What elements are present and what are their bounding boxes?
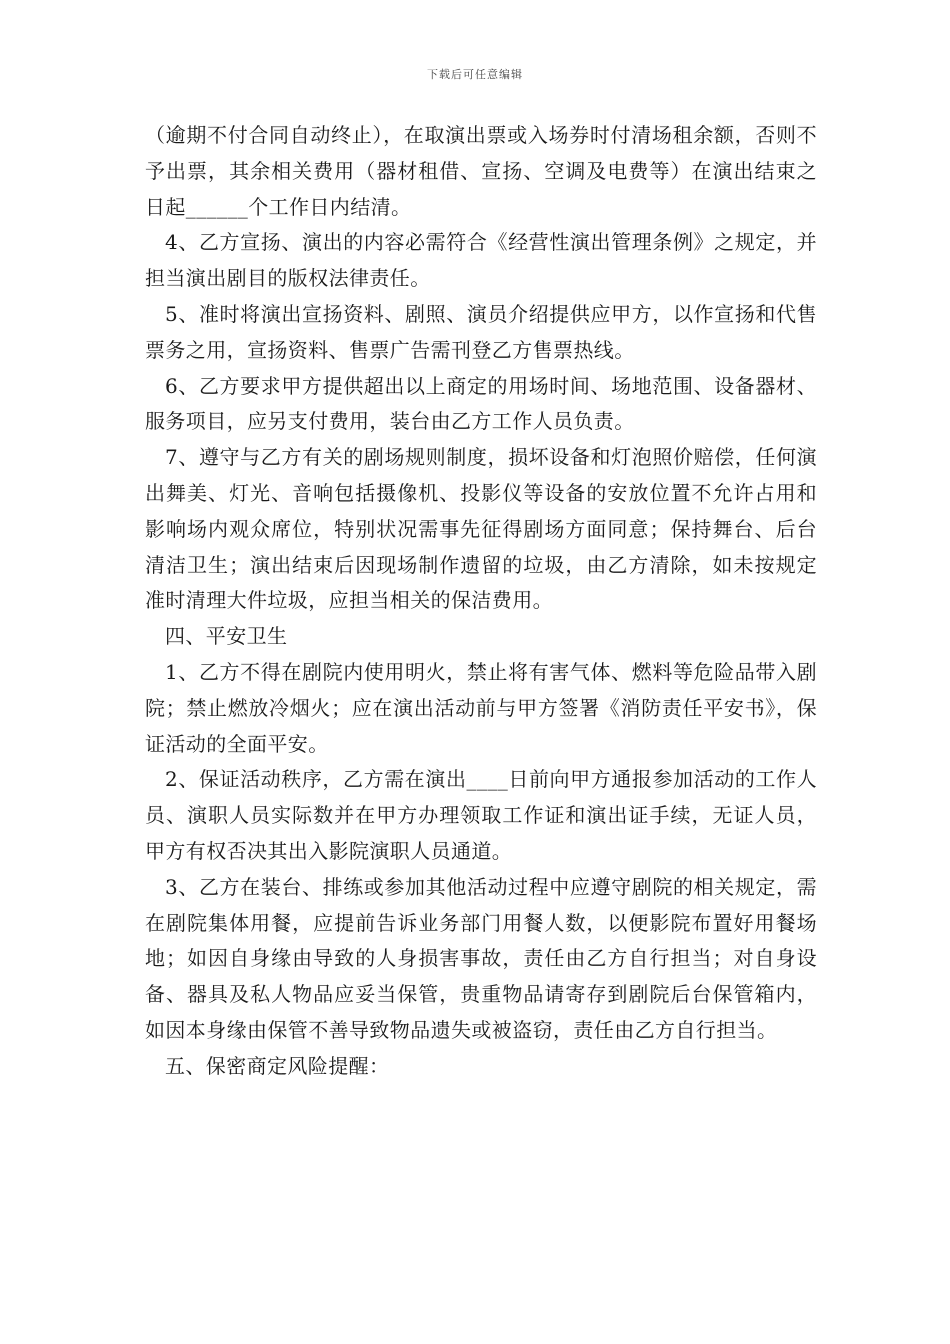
paragraph-safety-3: 3、乙方在装台、排练或参加其他活动过程中应遵守剧院的相关规定，需在剧院集体用餐，应提前告诉业务部门用餐人数，以便影院布置好用餐场地；如因自身缘由导致的人身损害事故，责任由乙方自行担当；对自身设备、器具及私人物品应妥当保管，贵重物品请寄存到剧院后台保管箱内，如因本身缘由保管不善导致物品遗失或被盗窃，责任由乙方自行担当。: [145, 874, 817, 1042]
section-heading-safety: 四、平安卫生: [165, 624, 288, 649]
page-header: 下载后可任意编辑: [427, 68, 523, 81]
paragraph-clause-4: 4、乙方宣扬、演出的内容必需符合《经营性演出管理条例》之规定，并担当演出剧目的版权法律责任。: [145, 230, 817, 291]
paragraph-clause-5: 5、准时将演出宣扬资料、剧照、演员介绍提供应甲方，以作宣扬和代售票务之用，宣扬资料、售票广告需刊登乙方售票热线。: [145, 301, 817, 362]
document-body: [145, 118, 817, 1085]
paragraph-payment-terms: （逾期不付合同自动终止），在取演出票或入场券时付清场租余额，否则不予出票，其余相关费用（器材租借、宣扬、空调及电费等）在演出结束之日起______个工作日内结清。: [145, 123, 817, 219]
paragraph-safety-2: 2、保证活动秩序，乙方需在演出____日前向甲方通报参加活动的工作人员、演职人员实际数并在甲方办理领取工作证和演出证手续，无证人员，甲方有权否决其出入影院演职人员通道。: [145, 767, 817, 863]
paragraph-safety-1: 1、乙方不得在剧院内使用明火，禁止将有害气体、燃料等危险品带入剧院；禁止燃放冷烟火；应在演出活动前与甲方签署《消防责任平安书》，保证活动的全面平安。: [145, 659, 817, 756]
paragraph-clause-6: 6、乙方要求甲方提供超出以上商定的用场时间、场地范围、设备器材、服务项目，应另支付费用，装台由乙方工作人员负责。: [145, 373, 817, 434]
paragraph-clause-7: 7、遵守与乙方有关的剧场规则制度，损坏设备和灯泡照价赔偿，任何演出舞美、灯光、音响包括摄像机、投影仪等设备的安放位置不允许占用和影响场内观众席位，特别状况需事先征得剧场方面同意；保持舞台、后台清洁卫生；演出结束后因现场制作遗留的垃圾，由乙方清除，如未按规定准时清理大件垃圾，应担当相关的保洁费用。: [145, 445, 817, 613]
section-heading-confidentiality: 五、保密商定风险提醒：: [165, 1053, 390, 1078]
